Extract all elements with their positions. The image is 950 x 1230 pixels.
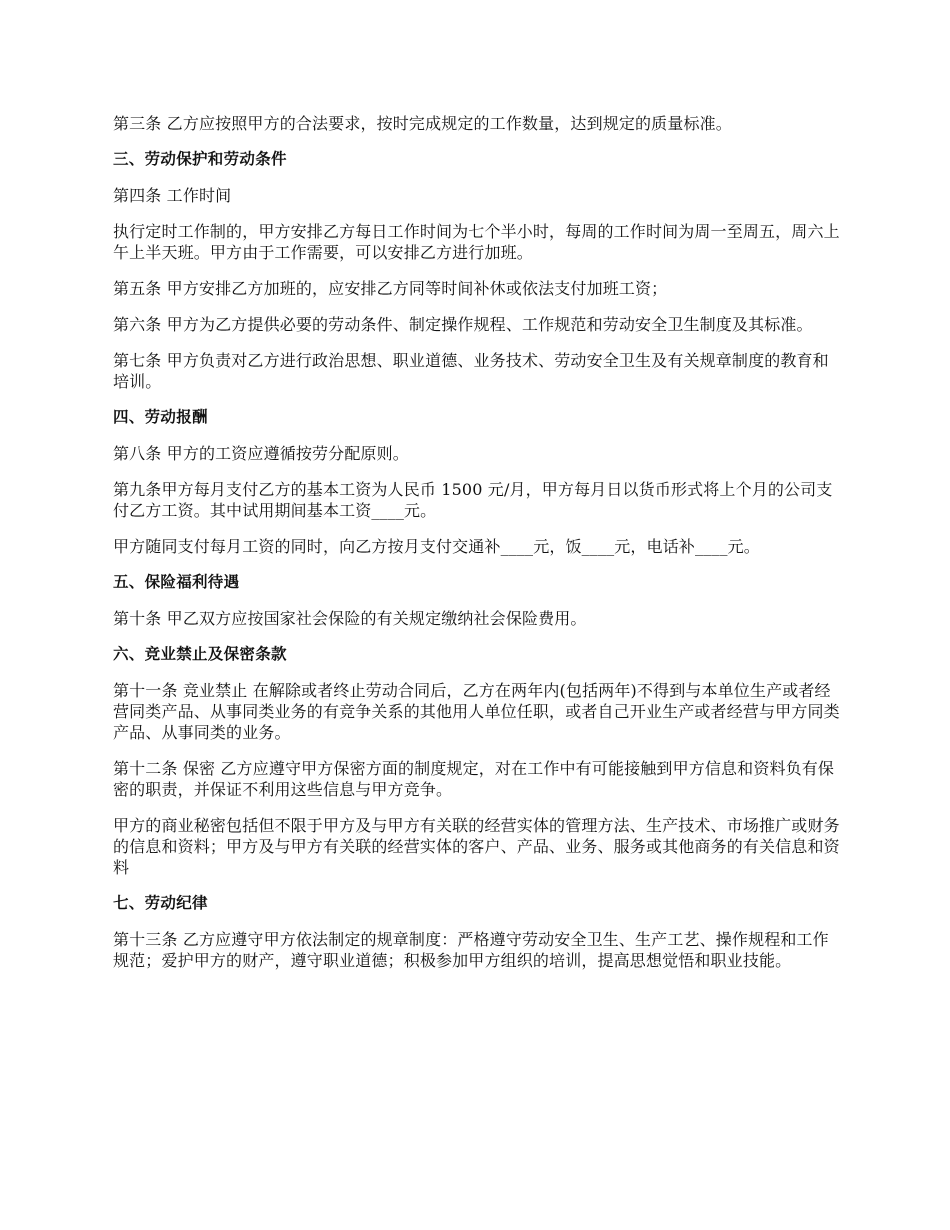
article-12: 第十二条 保密 乙方应遵守甲方保密方面的制度规定，对在工作中有可能接触到甲方信息和资料负有保密的职责，并保证不利用这些信息与甲方竞争。 bbox=[113, 759, 835, 799]
article-4: 第四条 工作时间 bbox=[113, 186, 232, 205]
article-6: 第六条 甲方为乙方提供必要的劳动条件、制定操作规程、工作规范和劳动安全卫生制度及其标准。 bbox=[113, 315, 813, 334]
article-13: 第十三条 乙方应遵守甲方依法制定的规章制度：严格遵守劳动安全卫生、生产工艺、操作规程和工作规范；爱护甲方的财产，遵守职业道德；积极参加甲方组织的培训，提高思想觉悟和职业技能。 bbox=[113, 930, 829, 970]
article-7: 第七条 甲方负责对乙方进行政治思想、职业道德、业务技术、劳动安全卫生及有关规章制度的教育和培训。 bbox=[113, 351, 829, 391]
article-5: 第五条 甲方安排乙方加班的，应安排乙方同等时间补休或依法支付加班工资； bbox=[113, 279, 668, 298]
section-heading-5: 五、保险福利待遇 bbox=[113, 573, 240, 591]
article-3: 第三条 乙方应按照甲方的合法要求，按时完成规定的工作数量，达到规定的质量标准。 bbox=[113, 114, 732, 133]
document-body bbox=[113, 113, 843, 986]
section-heading-7: 七、劳动纪律 bbox=[113, 894, 208, 912]
allowance-paragraph: 甲方随同支付每月工资的同时，向乙方按月支付交通补____元，饭____元，电话补____元。 bbox=[113, 537, 760, 556]
trade-secret-paragraph: 甲方的商业秘密包括但不限于甲方及与甲方有关联的经营实体的管理方法、生产技术、市场推广或财务的信息和资料；甲方及与甲方有关联的经营实体的客户、产品、业务、服务或其他商务的有关信息和资料 bbox=[113, 816, 840, 877]
article-8: 第八条 甲方的工资应遵循按劳分配原则。 bbox=[113, 444, 409, 463]
section-heading-4: 四、劳动报酬 bbox=[113, 408, 208, 426]
article-9: 第九条甲方每月支付乙方的基本工资为人民币 1500 元/月，甲方每月日以货币形式将上个月的公司支付乙方工资。其中试用期间基本工资____元。 bbox=[113, 480, 833, 520]
article-10: 第十条 甲乙双方应按国家社会保险的有关规定缴纳社会保险费用。 bbox=[113, 609, 587, 628]
section-heading-6: 六、竞业禁止及保密条款 bbox=[113, 645, 287, 663]
working-hours-paragraph: 执行定时工作制的，甲方安排乙方每日工作时间为七个半小时，每周的工作时间为周一至周五，周六上午上半天班。甲方由于工作需要，可以安排乙方进行加班。 bbox=[113, 222, 840, 262]
section-heading-3: 三、劳动保护和劳动条件 bbox=[113, 150, 287, 168]
article-11: 第十一条 竞业禁止 在解除或者终止劳动合同后，乙方在两年内(包括两年)不得到与本单位生产或者经营同类产品、从事同类业务的有竞争关系的其他用人单位任职，或者自己开业生产或者经营与甲方同类产品、从事同类的业务。 bbox=[113, 681, 840, 742]
